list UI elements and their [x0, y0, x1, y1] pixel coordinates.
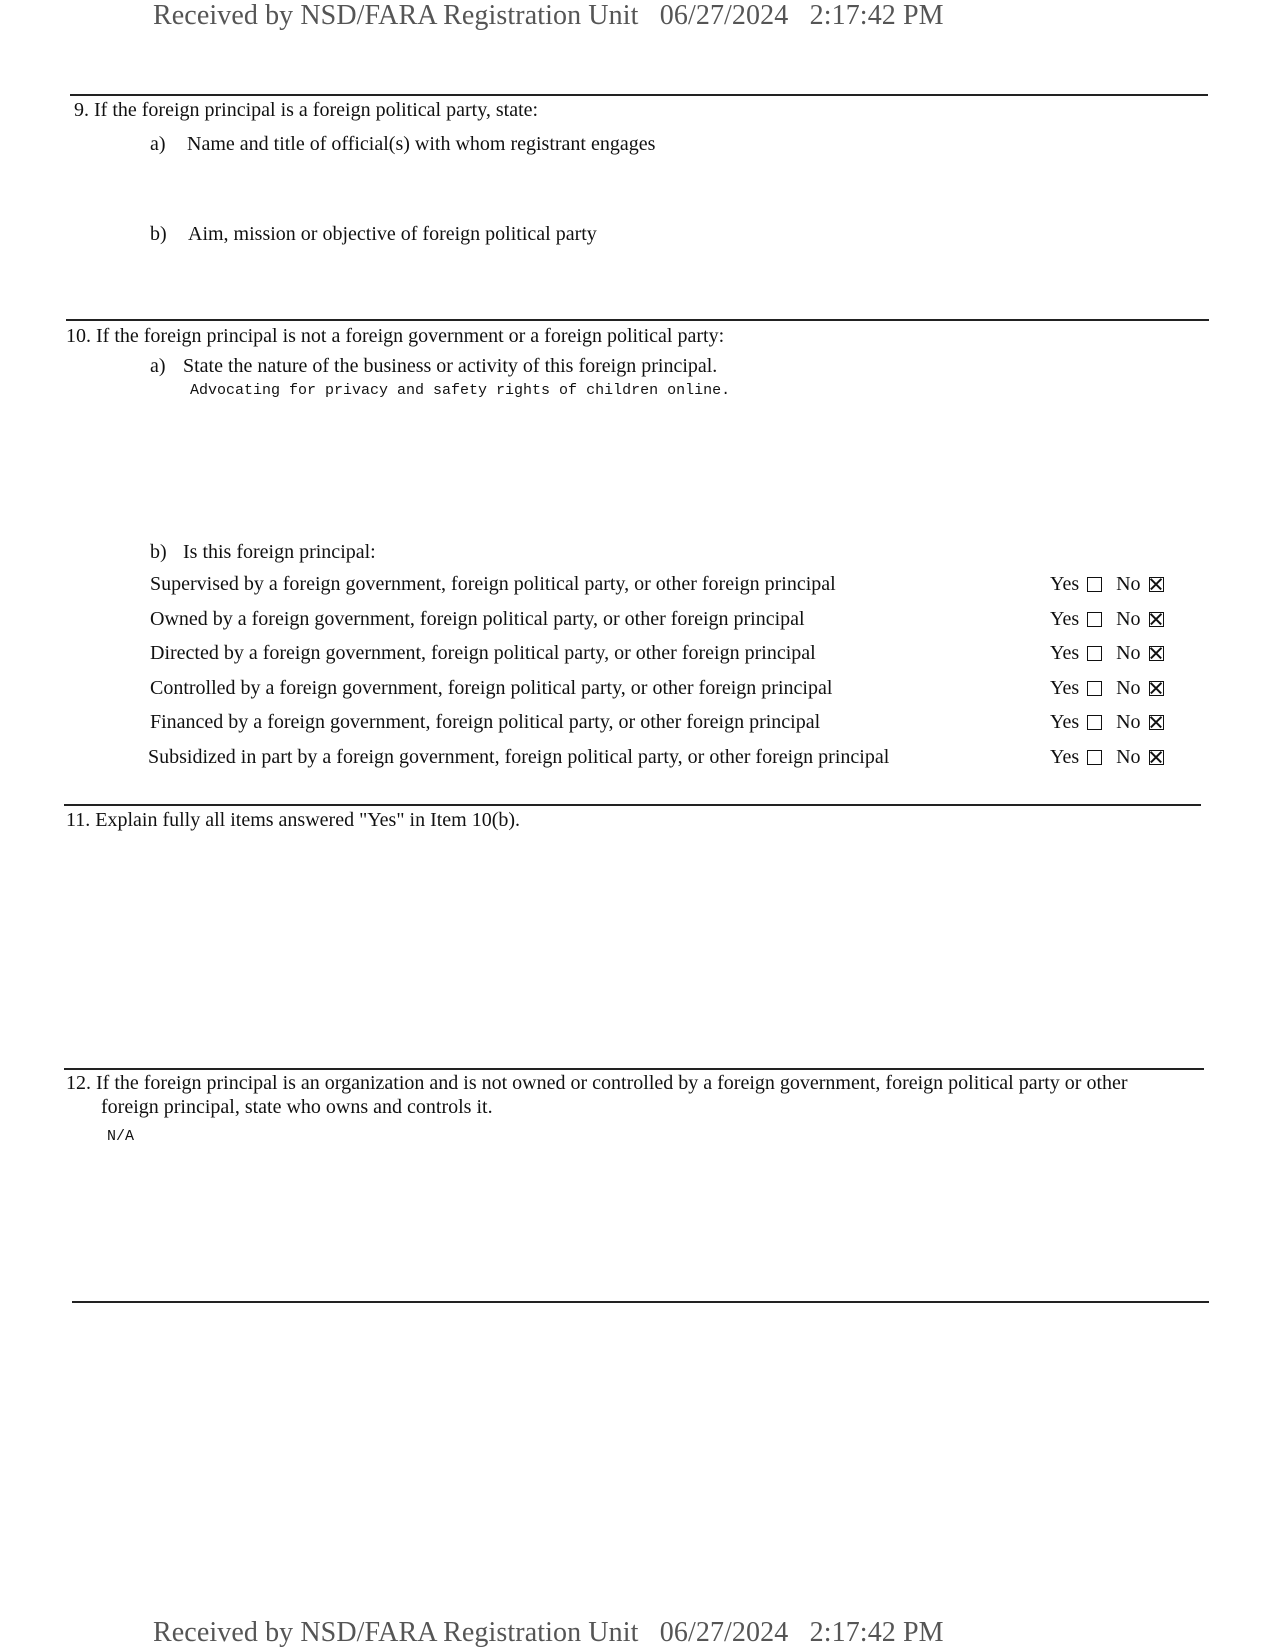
- yes-label: Yes: [1050, 642, 1080, 664]
- no-checkbox-checked[interactable]: [1149, 681, 1164, 696]
- item10-a-answer: Advocating for privacy and safety rights of children online.: [190, 382, 731, 399]
- section-divider: [72, 1301, 1209, 1303]
- yes-label: Yes: [1050, 608, 1080, 630]
- section-divider: [70, 94, 1208, 96]
- item12-heading-line1: 12. If the foreign principal is an organization and is not owned or controlled by a foreign government, foreign political party or other: [66, 1072, 1128, 1094]
- item10-b-marker: b): [150, 541, 167, 563]
- item10-heading: 10. If the foreign principal is not a foreign government or a foreign political party:: [66, 325, 725, 347]
- answer-financed: [1050, 710, 1164, 734]
- item9-b-label: Aim, mission or objective of foreign political party: [188, 223, 597, 245]
- item12-heading-line2: foreign principal, state who owns and controls it.: [101, 1096, 493, 1118]
- no-checkbox-checked[interactable]: [1149, 646, 1164, 661]
- answer-supervised: [1050, 572, 1164, 596]
- no-label: No: [1116, 677, 1141, 699]
- answer-directed: [1050, 641, 1164, 665]
- no-checkbox-checked[interactable]: [1149, 750, 1164, 765]
- item10-a-label: State the nature of the business or activity of this foreign principal.: [183, 355, 718, 377]
- answer-controlled: [1050, 676, 1164, 700]
- yes-checkbox[interactable]: [1087, 715, 1102, 730]
- yes-checkbox[interactable]: [1087, 681, 1102, 696]
- yes-checkbox[interactable]: [1087, 646, 1102, 661]
- section-divider: [64, 804, 1201, 806]
- item9-a-marker: a): [150, 133, 166, 155]
- answer-owned: [1050, 607, 1164, 631]
- item9-b-marker: b): [150, 223, 167, 245]
- yes-label: Yes: [1050, 711, 1080, 733]
- answer-subsidized: [1050, 745, 1164, 769]
- no-label: No: [1116, 573, 1141, 595]
- no-label: No: [1116, 608, 1141, 630]
- question-controlled: Controlled by a foreign government, foreign political party, or other foreign principal: [150, 677, 833, 699]
- yes-checkbox[interactable]: [1087, 750, 1102, 765]
- question-financed: Financed by a foreign government, foreign political party, or other foreign principal: [150, 711, 821, 733]
- no-checkbox-checked[interactable]: [1149, 612, 1164, 627]
- yes-label: Yes: [1050, 573, 1080, 595]
- no-label: No: [1116, 711, 1141, 733]
- no-label: No: [1116, 642, 1141, 664]
- yes-label: Yes: [1050, 677, 1080, 699]
- item10-b-label: Is this foreign principal:: [183, 541, 376, 563]
- question-directed: Directed by a foreign government, foreign political party, or other foreign principal: [150, 642, 816, 664]
- question-supervised: Supervised by a foreign government, foreign political party, or other foreign principal: [150, 573, 836, 595]
- question-subsidized: Subsidized in part by a foreign government, foreign political party, or other foreign principal: [148, 746, 890, 768]
- yes-label: Yes: [1050, 746, 1080, 768]
- question-owned: Owned by a foreign government, foreign political party, or other foreign principal: [150, 608, 805, 630]
- item9-a-label: Name and title of official(s) with whom registrant engages: [187, 133, 656, 155]
- item12-answer: N/A: [107, 1128, 135, 1145]
- no-checkbox-checked[interactable]: [1149, 715, 1164, 730]
- section-divider: [66, 319, 1209, 321]
- received-stamp-bottom: Received by NSD/FARA Registration Unit 06/27/2024 2:17:42 PM: [153, 1617, 944, 1648]
- item10-a-marker: a): [150, 355, 166, 377]
- yes-checkbox[interactable]: [1087, 577, 1102, 592]
- yes-checkbox[interactable]: [1087, 612, 1102, 627]
- no-label: No: [1116, 746, 1141, 768]
- item9-heading: 9. If the foreign principal is a foreign political party, state:: [74, 99, 539, 121]
- section-divider: [64, 1068, 1204, 1070]
- item11-heading: 11. Explain fully all items answered "Yes" in Item 10(b).: [66, 809, 521, 831]
- received-stamp-top: Received by NSD/FARA Registration Unit 06/27/2024 2:17:42 PM: [153, 0, 944, 31]
- no-checkbox-checked[interactable]: [1149, 577, 1164, 592]
